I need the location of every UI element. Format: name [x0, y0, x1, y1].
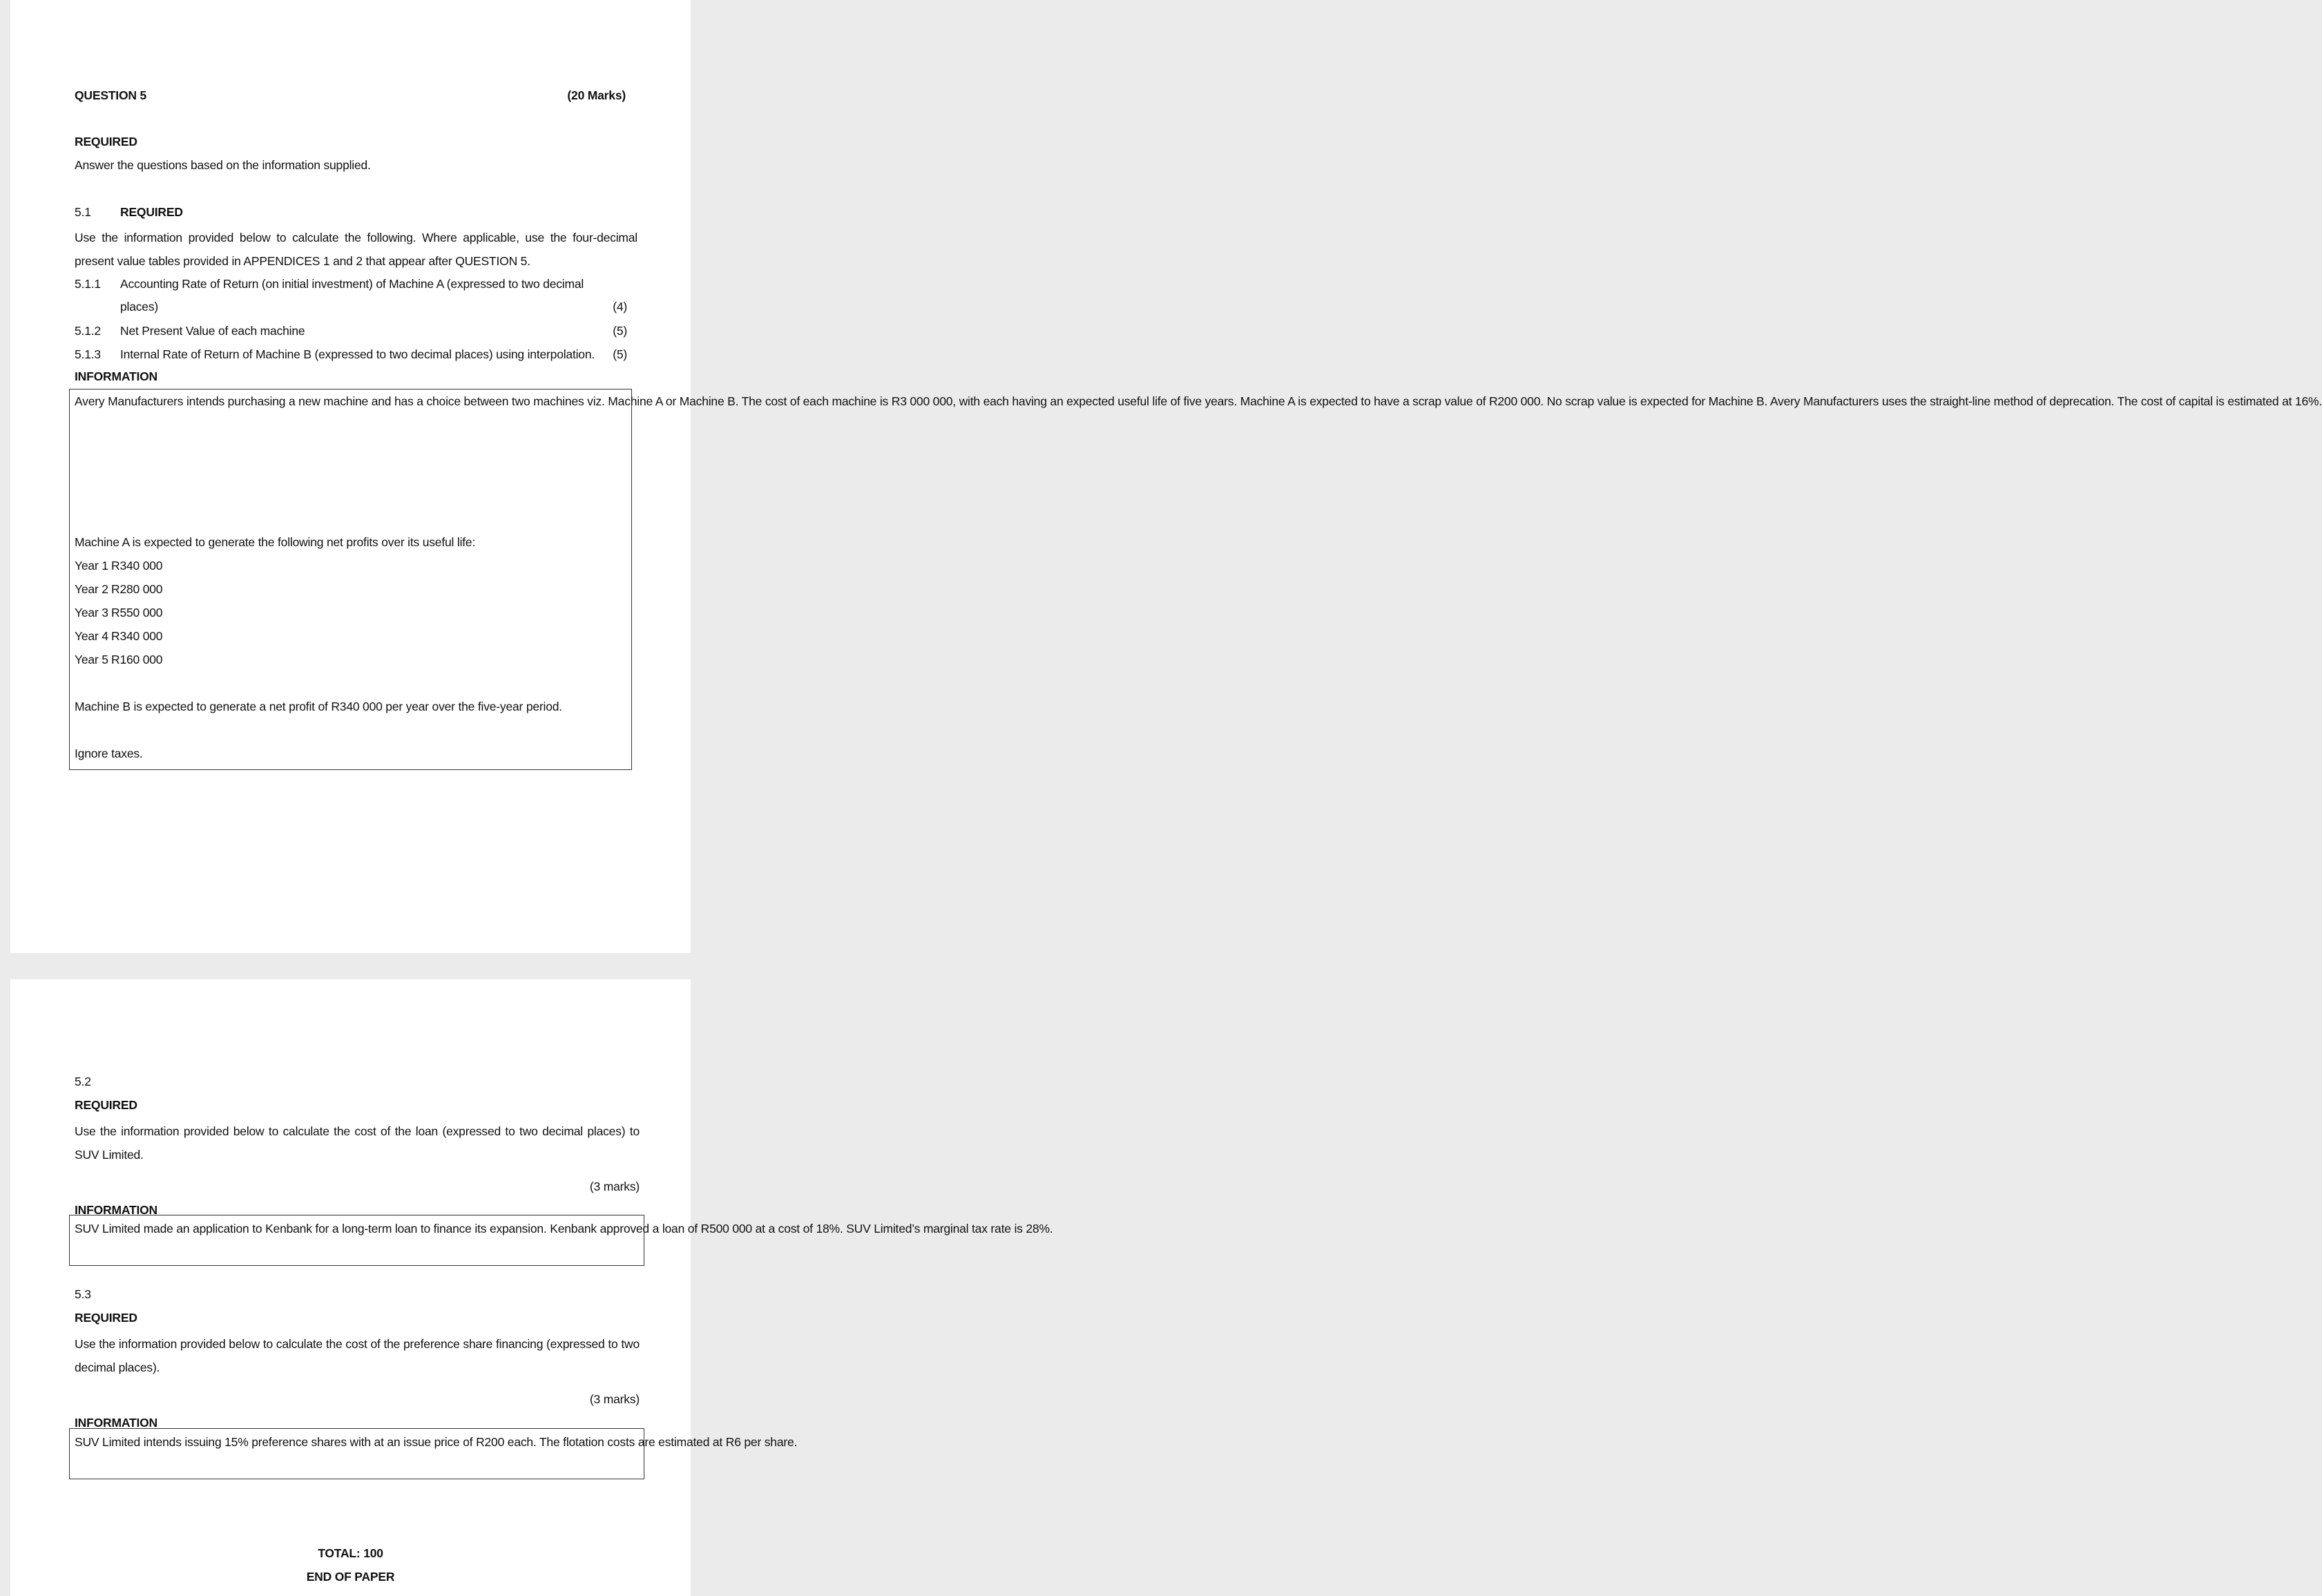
- profit-year: Year 5: [75, 653, 108, 666]
- end-of-paper: END OF PAPER: [306, 1570, 395, 1584]
- information-box: [69, 1215, 1053, 1266]
- total-marks: TOTAL: 100: [318, 1546, 383, 1560]
- item-number: 5.1.2: [75, 324, 101, 338]
- question-intro: Answer the questions based on the information supplied.: [75, 158, 371, 172]
- information-heading: INFORMATION: [75, 369, 157, 383]
- item-number: 5.1.1: [75, 277, 101, 291]
- machine-a-intro: Machine A is expected to generate the following net profits over its useful life:: [75, 535, 476, 549]
- section-number: 5.1: [75, 205, 91, 219]
- machine-b-text: Machine B is expected to generate a net profit of R340 000 per year over the five-year period.: [75, 700, 562, 713]
- profit-amount: R550 000: [111, 606, 163, 619]
- information-box: [69, 1428, 798, 1479]
- item-marks: (5): [613, 347, 627, 361]
- section-required-heading: REQUIRED: [120, 205, 183, 219]
- section-instruction: Use the information provided below to calculate the cost of the preference share financing (expressed to two decimal places).: [75, 1337, 640, 1374]
- profit-year: Year 4: [75, 629, 108, 643]
- question-marks: (20 Marks): [567, 88, 626, 102]
- profit-year: Year 3: [75, 606, 108, 619]
- item-text: Accounting Rate of Return (on initial investment) of Machine A (expressed to two decimal: [120, 277, 584, 291]
- exam-page-1: [10, 0, 2322, 953]
- item-text: Net Present Value of each machine: [120, 324, 305, 338]
- profit-amount: R340 000: [111, 629, 163, 643]
- section-marks: (3 marks): [589, 1180, 640, 1193]
- section-instruction: Use the information provided below to calculate the cost of the loan (expressed to two decimal places) to SUV Limited.: [75, 1124, 640, 1162]
- exam-page-2: [10, 979, 1053, 1596]
- information-heading: INFORMATION: [75, 1416, 157, 1430]
- item-marks: (5): [613, 324, 627, 338]
- info-text: SUV Limited made an application to Kenbank for a long-term loan to finance its expansion. Kenbank approved a loan of R500 000 at a cost of 18%. SUV Limited’s marginal tax rate is 28%.: [75, 1222, 1053, 1236]
- section-number: 5.2: [75, 1075, 91, 1088]
- profit-year: Year 1: [75, 559, 108, 573]
- info-text: SUV Limited intends issuing 15% preference shares with at an issue price of R200 each. The flotation costs are estimated at R6 per share.: [75, 1435, 798, 1449]
- item-marks: (4): [613, 300, 627, 314]
- section-number: 5.3: [75, 1287, 91, 1301]
- section-required-heading: REQUIRED: [75, 1098, 137, 1112]
- item-text: Internal Rate of Return of Machine B (expressed to two decimal places) using interpolation.: [120, 347, 595, 361]
- profit-year: Year 2: [75, 582, 108, 596]
- ignore-taxes: Ignore taxes.: [75, 747, 143, 760]
- item-text-continued: places): [120, 300, 159, 314]
- item-number: 5.1.3: [75, 347, 101, 361]
- information-heading: INFORMATION: [75, 1203, 157, 1217]
- section-instruction: Use the information provided below to calculate the following. Where applicable, use the four-decimal present value tables provided in APPENDICES 1 and 2 that appear after QUESTION 5.: [75, 231, 637, 268]
- profit-amount: R160 000: [111, 653, 163, 666]
- information-box: [69, 389, 2322, 770]
- profit-amount: R280 000: [111, 582, 163, 596]
- profit-amount: R340 000: [111, 559, 163, 573]
- info-paragraph: Avery Manufacturers intends purchasing a new machine and has a choice between two machines viz. Machine A or Machine B. The cost of each machine is R3 000 000, with each having an expected useful life of five years. Machine A is expected to have a scrap value of R200 000. No scrap value is expected for Machine B. Avery Manufacturers uses the straight-line method of deprecation. The cost of capital is estimated at 16%.: [75, 394, 2322, 408]
- section-required-heading: REQUIRED: [75, 1311, 137, 1325]
- required-heading: REQUIRED: [75, 135, 137, 148]
- question-title: QUESTION 5: [75, 88, 146, 102]
- section-marks: (3 marks): [589, 1392, 640, 1406]
